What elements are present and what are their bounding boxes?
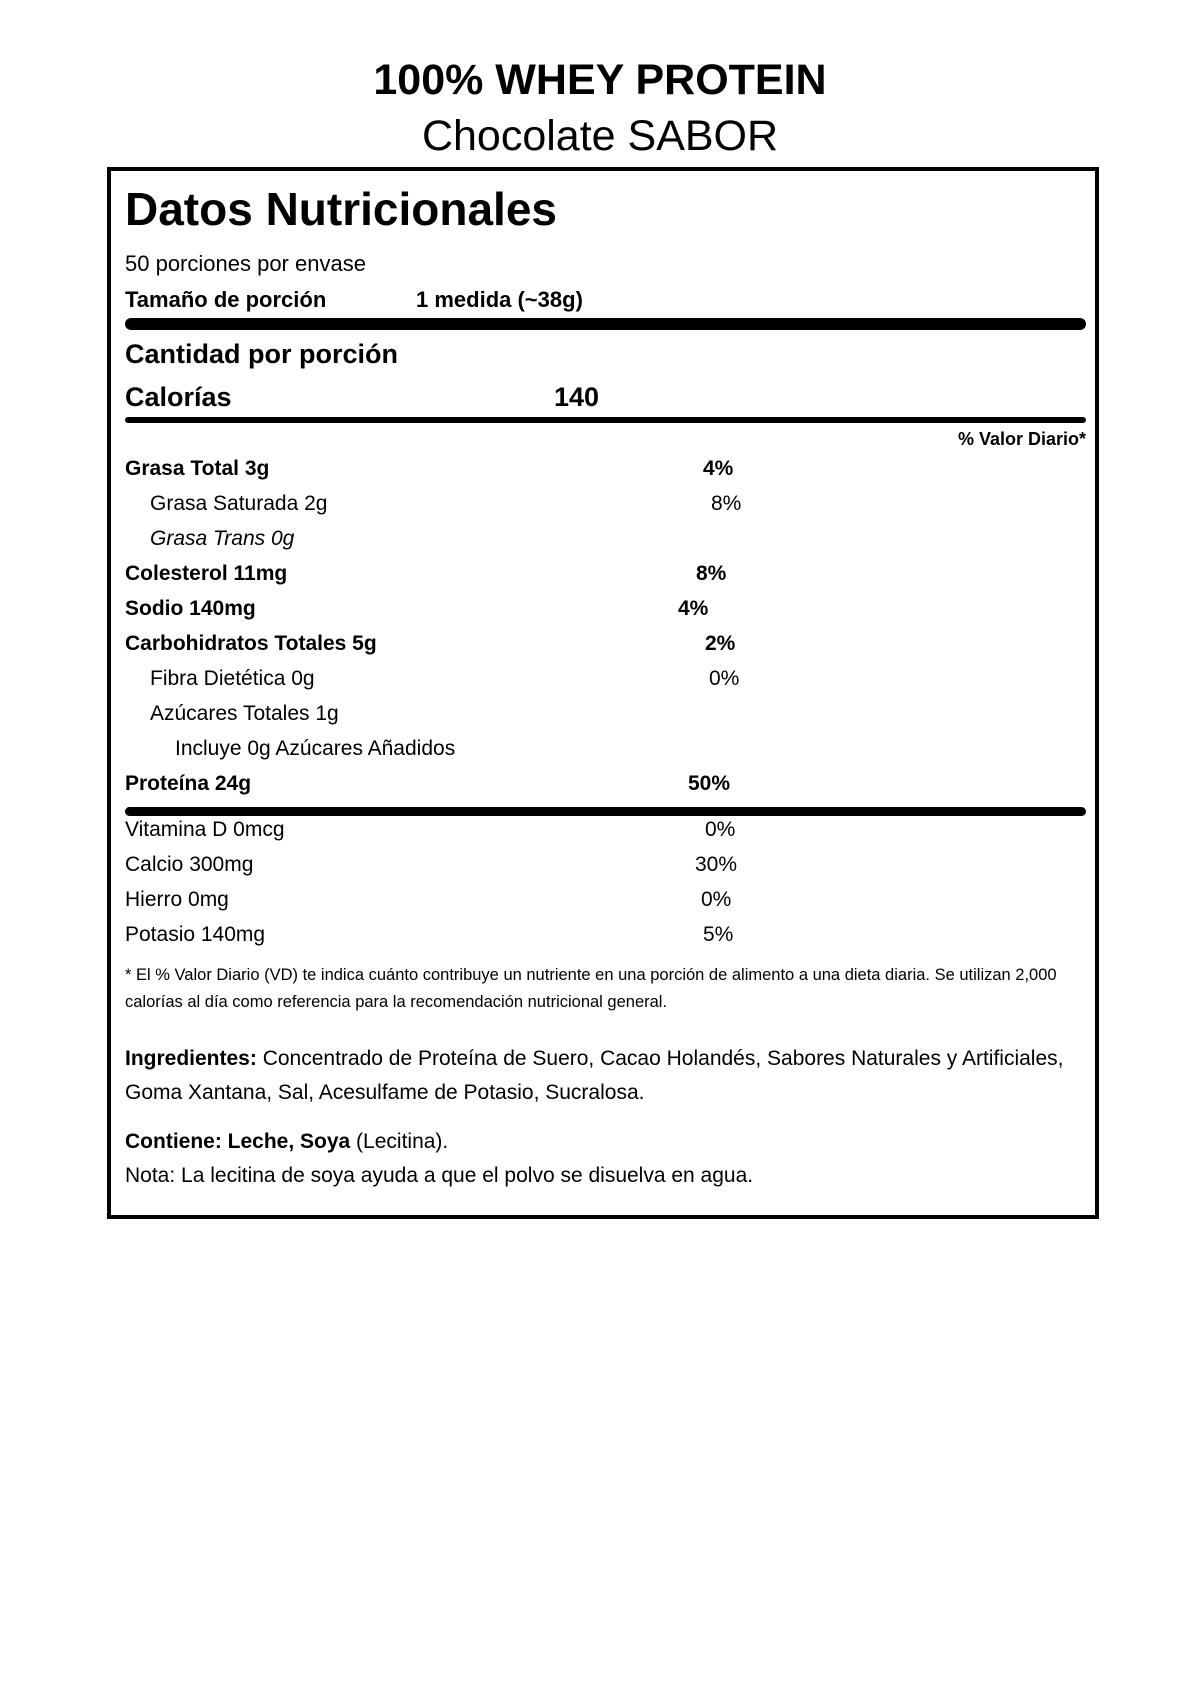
daily-value-header: % Valor Diario* [957, 429, 1086, 449]
thick-divider [125, 318, 1086, 330]
nutrient-row-trans-fat [125, 525, 1086, 553]
nutrient-name: Grasa Total 3g [125, 457, 270, 480]
vitamin-row-potassium [125, 921, 1086, 949]
nutrient-name: Incluye 0g Azúcares Añadidos [175, 737, 456, 760]
nutrient-name: Fibra Dietética 0g [150, 667, 315, 690]
vitamin-row-vitamin-d [125, 816, 1086, 844]
allergen-label: Contiene: Leche, Soya [125, 1130, 351, 1153]
allergen-statement [125, 1125, 1086, 1193]
allergen-note: Nota: La lecitina de soya ayuda a que el polvo se disuelva en agua. [125, 1164, 754, 1187]
nutrient-row-cholesterol [125, 560, 1086, 588]
calories-value: 140 [554, 382, 600, 412]
vitamin-name: Calcio 300mg [125, 853, 254, 876]
nutrient-name: Azúcares Totales 1g [150, 702, 339, 725]
vitamin-name: Vitamina D 0mcg [125, 818, 285, 841]
nutrient-row-sodium [125, 595, 1086, 623]
calories-divider [125, 417, 1086, 423]
calories-label: Calorías [125, 382, 232, 412]
amount-per-serving-heading: Cantidad por porción [125, 339, 398, 369]
nutrient-name: Grasa Saturada 2g [150, 492, 328, 515]
nutrient-name: Proteína 24g [125, 772, 252, 795]
vitamin-daily-value: 5% [703, 923, 734, 946]
nutrient-daily-value: 8% [711, 492, 742, 515]
label-title: Datos Nutricionales [125, 183, 557, 235]
nutrient-daily-value: 8% [696, 562, 727, 585]
nutrient-name: Grasa Trans 0g [150, 527, 295, 550]
nutrient-row-protein [125, 770, 1086, 798]
nutrient-name: Colesterol 11mg [125, 562, 288, 585]
product-name: 100% WHEY PROTEIN [373, 56, 827, 104]
nutrient-daily-value: 0% [709, 667, 740, 690]
allergen-text: (Lecitina). [350, 1130, 449, 1153]
ingredients-label: Ingredientes: [125, 1047, 257, 1070]
vitamin-daily-value: 0% [705, 818, 736, 841]
vitamins-divider [125, 807, 1086, 816]
nutrient-daily-value: 2% [705, 632, 736, 655]
product-header [0, 52, 1200, 164]
serving-size-label: Tamaño de porción [125, 287, 327, 312]
vitamin-row-iron [125, 886, 1086, 914]
nutrient-row-added-sugars [125, 735, 1086, 763]
nutrition-facts-label [107, 167, 1099, 1219]
vitamin-daily-value: 0% [701, 888, 732, 911]
nutrient-name: Sodio 140mg [125, 597, 256, 620]
vitamin-row-calcium [125, 851, 1086, 879]
vitamin-name: Hierro 0mg [125, 888, 229, 911]
nutrient-row-total-fat [125, 455, 1086, 483]
ingredients-statement [125, 1042, 1086, 1110]
allergen-line [125, 1125, 1086, 1159]
nutrient-daily-value: 4% [678, 597, 709, 620]
serving-size-value: 1 medida (~38g) [416, 287, 583, 312]
daily-value-footnote: * El % Valor Diario (VD) te indica cuánto contribuye un nutriente en una porción de alimento a una dieta diaria. Se utilizan 2,000 calorías al día como referencia para la recomendación nutricional general. [125, 966, 1057, 1011]
nutrient-daily-value: 4% [703, 457, 734, 480]
nutrient-row-saturated-fat [125, 490, 1086, 518]
ingredients-text: Concentrado de Proteína de Suero, Cacao Holandés, Sabores Naturales y Artificiales, Goma Xantana, Sal, Acesulfame de Potasio, Sucralosa. [125, 1047, 1064, 1104]
servings-per-container: 50 porciones por envase [125, 251, 366, 276]
nutrient-name: Carbohidratos Totales 5g [125, 632, 377, 655]
vitamin-daily-value: 30% [695, 853, 738, 876]
nutrient-daily-value: 50% [688, 772, 731, 795]
nutrient-row-total-sugars [125, 700, 1086, 728]
nutrient-row-dietary-fiber [125, 665, 1086, 693]
nutrient-row-total-carbohydrates [125, 630, 1086, 658]
vitamin-name: Potasio 140mg [125, 923, 266, 946]
product-flavor: Chocolate SABOR [421, 112, 779, 160]
